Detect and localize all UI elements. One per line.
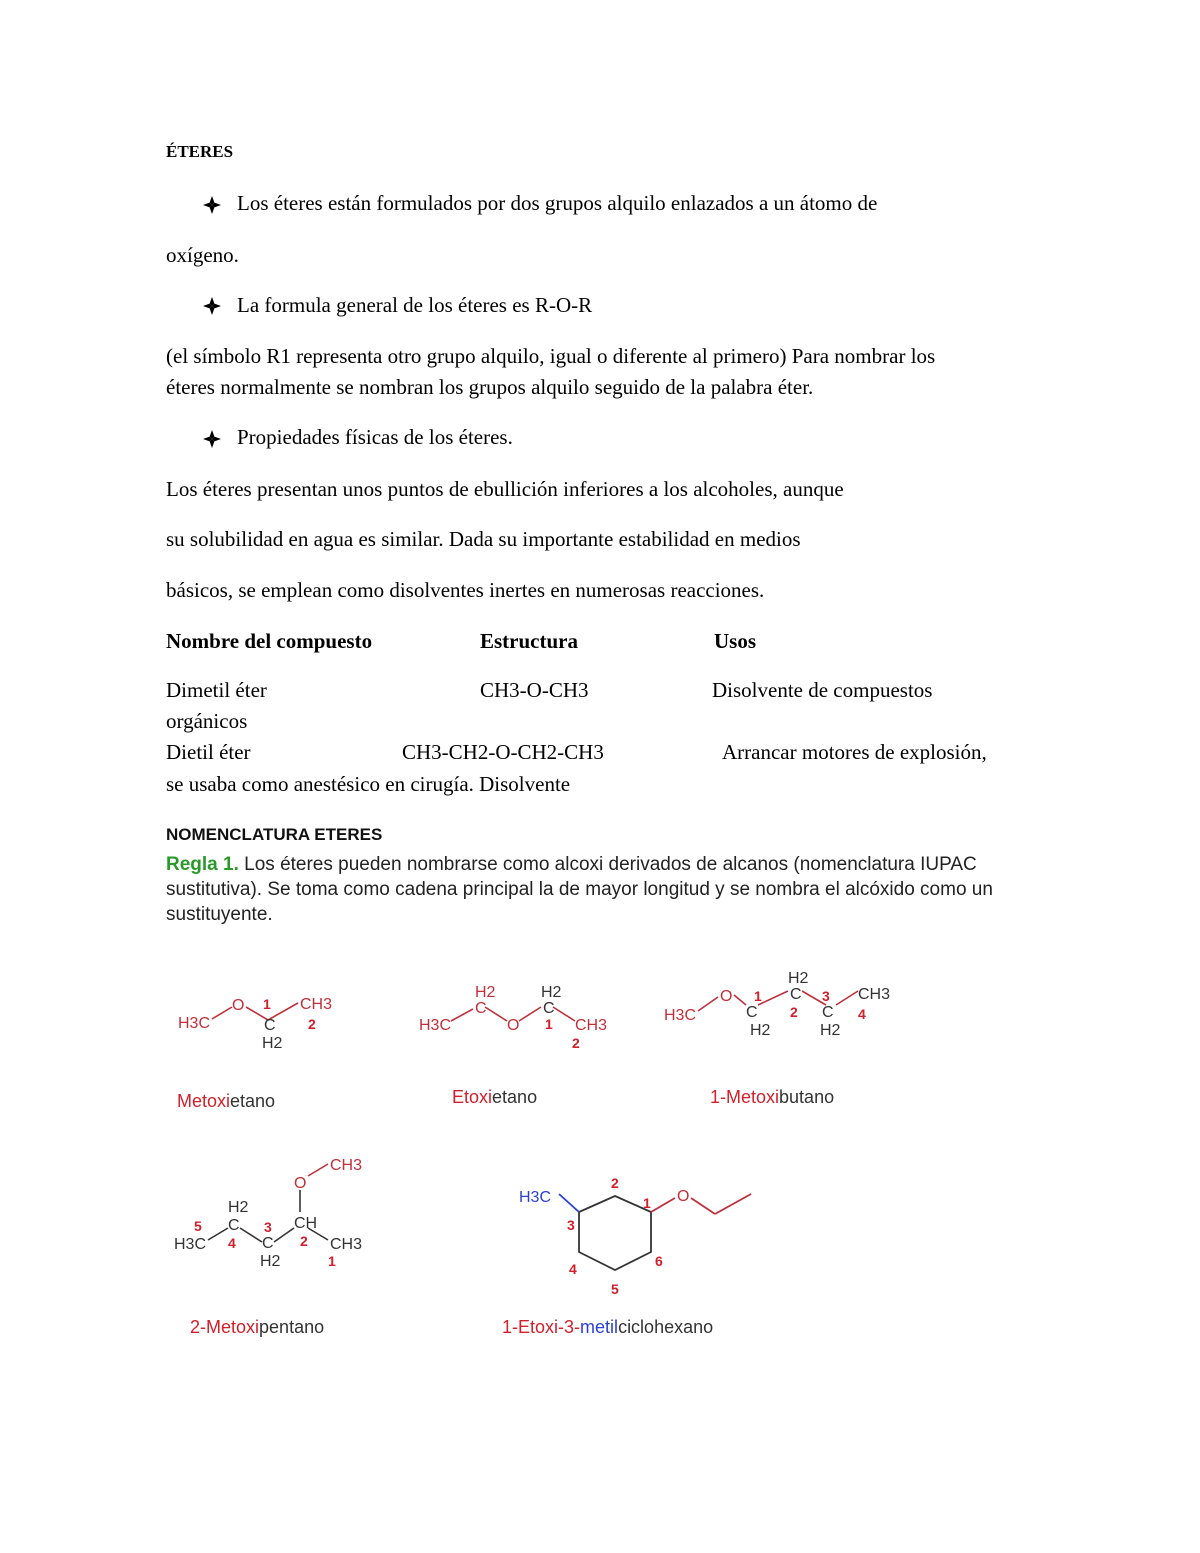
atom-o: O: [720, 988, 733, 1005]
table-row-1-use-cont: orgánicos: [166, 709, 248, 733]
molecule-2-metoxipentano: [170, 1150, 380, 1275]
molecule-etoxietano: [415, 975, 615, 1055]
locant-4: 4: [858, 1006, 866, 1022]
atom-o: O: [232, 997, 245, 1014]
locant-3: 3: [264, 1219, 272, 1235]
atom-c: C: [746, 1004, 758, 1021]
atom-h2: H2: [788, 970, 809, 987]
bullet-1-line-2: oxígeno.: [166, 243, 239, 267]
diamond-bullet-icon: [202, 429, 222, 449]
bullet-2: La formula general de los éteres es R-O-R: [237, 293, 593, 317]
rule-1-label: Regla 1.: [166, 854, 239, 875]
atom-c: C: [228, 1217, 240, 1234]
atom-h3c: H3C: [419, 1017, 452, 1034]
locant-4: 4: [228, 1235, 236, 1251]
rule-1-text: [166, 852, 1046, 927]
paragraph-2-line-2: su solubilidad en agua es similar. Dada su importante estabilidad en medios: [166, 527, 801, 551]
atom-h2: H2: [750, 1022, 771, 1039]
atom-ch3: CH3: [300, 996, 333, 1013]
table-header-uses: Usos: [714, 629, 757, 653]
atom-h2: H2: [228, 1199, 249, 1216]
diamond-bullet-icon: [202, 195, 222, 215]
locant-3: 3: [567, 1217, 575, 1233]
bullet-3: Propiedades físicas de los éteres.: [237, 425, 513, 449]
molecule-name-2-metoxipentano: 2-Metoxipentano: [190, 1317, 325, 1337]
molecule-1-etoxi-3-metilciclohexano: [515, 1170, 765, 1300]
locant-5: 5: [194, 1218, 202, 1234]
locant-4: 4: [569, 1261, 577, 1277]
atom-h3c: H3C: [519, 1189, 552, 1206]
atom-h3c: H3C: [664, 1007, 697, 1024]
atom-o: O: [677, 1188, 690, 1205]
paragraph-1-line-1: (el símbolo R1 representa otro grupo alquilo, igual o diferente al primero) Para nombrar los: [166, 344, 936, 368]
atom-ch3: CH3: [330, 1236, 363, 1253]
molecule-1-metoxibutano: [662, 965, 902, 1045]
atom-ch3: CH3: [330, 1157, 363, 1174]
molecule-metoxietano: [170, 985, 350, 1055]
atom-c: C: [475, 1000, 487, 1017]
locant-3: 3: [822, 988, 830, 1004]
atom-h2: H2: [820, 1022, 841, 1039]
locant-1: 1: [328, 1253, 336, 1269]
table-row-2-use-cont: se usaba como anestésico en cirugía. Disolvente: [166, 772, 571, 796]
table-header-name: Nombre del compuesto: [166, 629, 373, 653]
atom-h2: H2: [541, 984, 562, 1001]
atom-o: O: [294, 1175, 307, 1192]
atom-c: C: [822, 1004, 834, 1021]
atom-ch3: CH3: [575, 1017, 608, 1034]
atom-c: C: [262, 1235, 274, 1252]
paragraph-2-line-3: básicos, se emplean como disolventes inertes en numerosas reacciones.: [166, 578, 765, 602]
locant-6: 6: [655, 1253, 663, 1269]
locant-5: 5: [611, 1281, 619, 1297]
locant-1: 1: [263, 996, 271, 1012]
molecule-name-1-etoxi-3-metilciclohexano: 1-Etoxi-3-metilciclohexano: [502, 1317, 714, 1337]
atom-h2: H2: [260, 1253, 281, 1270]
table-header-structure: Estructura: [480, 629, 578, 653]
molecule-name-1-metoxibutano: 1-Metoxibutano: [710, 1087, 835, 1107]
table-row-1-name: Dimetil éter: [166, 678, 267, 702]
table-row-2-name: Dietil éter: [166, 740, 251, 764]
table-row-2-use: Arrancar motores de explosión,: [722, 740, 987, 764]
page-title: ÉTERES: [166, 142, 234, 161]
atom-h2: H2: [262, 1035, 283, 1052]
bullet-1-line-1: Los éteres están formulados por dos grupos alquilo enlazados a un átomo de: [237, 191, 878, 215]
molecule-name-etoxietano: Etoxietano: [452, 1087, 538, 1107]
atom-ch3: CH3: [858, 986, 891, 1003]
locant-1: 1: [545, 1016, 553, 1032]
nomenclature-title: NOMENCLATURA ETERES: [166, 825, 383, 844]
atom-o: O: [507, 1017, 520, 1034]
rule-1-body: Los éteres pueden nombrarse como alcoxi derivados de alcanos (nomenclatura IUPAC sustitutiva). Se toma como cadena principal la de mayor longitud y se nombra el alcóxido como un sustituyente.: [166, 854, 993, 925]
atom-h2: H2: [475, 984, 496, 1001]
table-row-1-use: Disolvente de compuestos: [712, 678, 933, 702]
atom-c: C: [264, 1017, 276, 1034]
atom-c: C: [790, 986, 802, 1003]
locant-2: 2: [611, 1175, 619, 1191]
locant-2: 2: [300, 1233, 308, 1249]
locant-2: 2: [572, 1035, 580, 1051]
paragraph-1-line-2: éteres normalmente se nombran los grupos alquilo seguido de la palabra éter.: [166, 375, 814, 399]
locant-1: 1: [643, 1195, 651, 1211]
table-row-2-structure: CH3-CH2-O-CH2-CH3: [402, 740, 604, 764]
locant-2: 2: [308, 1016, 316, 1032]
atom-h3c: H3C: [174, 1236, 207, 1253]
paragraph-2-line-1: Los éteres presentan unos puntos de ebullición inferiores a los alcoholes, aunque: [166, 477, 844, 501]
locant-2: 2: [790, 1004, 798, 1020]
locant-1: 1: [754, 988, 762, 1004]
table-row-1-structure: CH3-O-CH3: [480, 678, 589, 702]
molecule-name-metoxietano: Metoxietano: [177, 1091, 276, 1111]
atom-ch: CH: [294, 1215, 318, 1232]
atom-c: C: [543, 1000, 555, 1017]
atom-h3c: H3C: [178, 1015, 211, 1032]
diamond-bullet-icon: [202, 296, 222, 316]
